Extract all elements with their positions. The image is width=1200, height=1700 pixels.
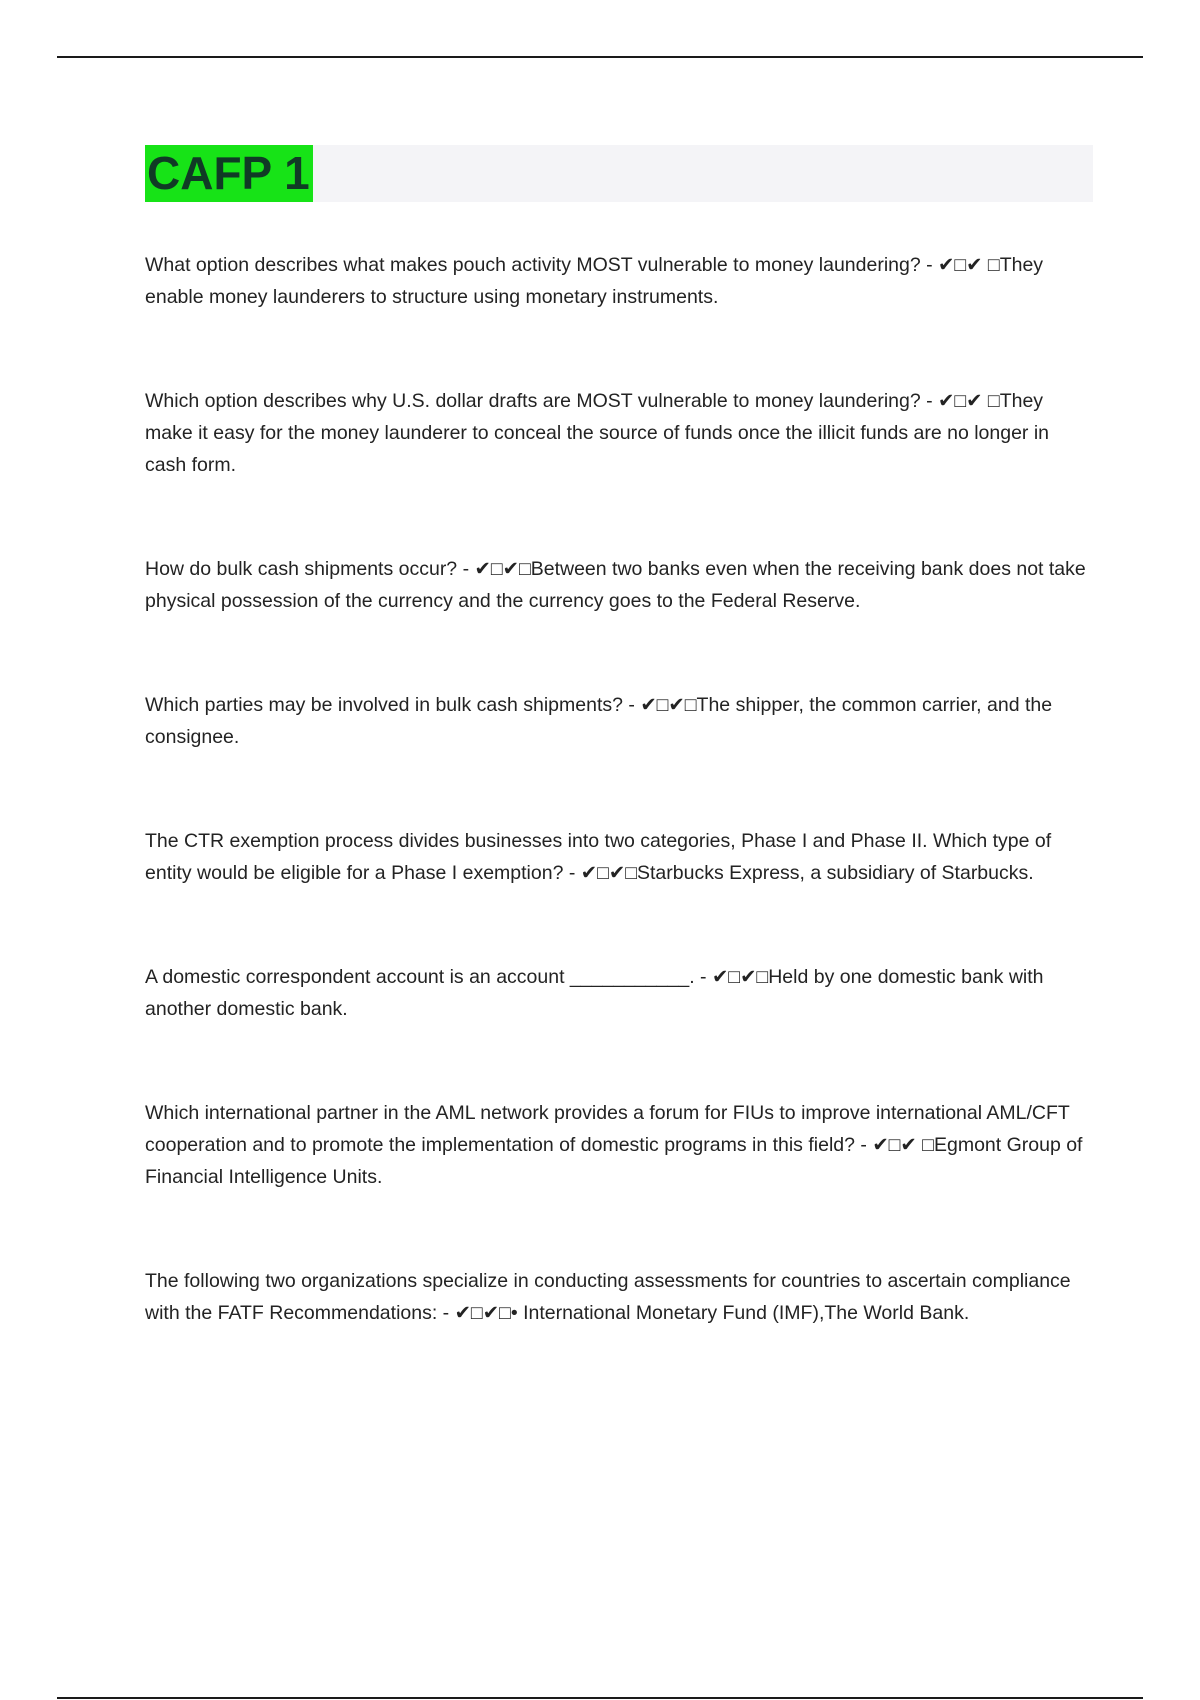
answer-text: Starbucks Express, a subsidiary of Starbucks. [637,862,1034,884]
question-text: A domestic correspondent account is an account ___________. - [145,966,712,988]
question-text: Which option describes why U.S. dollar drafts are MOST vulnerable to money laundering? - [145,390,939,412]
question-text: The CTR exemption process divides businesses into two categories, Phase I and Phase II. Which type of entity would be eligible for a Phase I exemption? - [145,830,1052,884]
check-marker: ✔□✔□ [454,1302,511,1324]
answer-text: Egmont Group of Financial Intelligence Units. [145,1134,1083,1188]
answer-text: They make it easy for the money launderer to conceal the source of funds once the illicit funds are no longer in cash form. [145,390,1050,476]
question-text: The following two organizations specialize in conducting assessments for countries to ascertain compliance with the FATF Recommendations: - [145,1270,1071,1324]
question-text: How do bulk cash shipments occur? - [145,558,475,580]
qa-item [145,1097,1093,1193]
question-text: Which international partner in the AML network provides a forum for FIUs to improve international AML/CFT cooperation and to promote the implementation of domestic programs in this field? - [145,1102,1070,1156]
qa-item [145,385,1093,481]
answer-text: The shipper, the common carrier, and the consignee. [145,694,1053,748]
footer-rule [57,1697,1143,1699]
check-marker: ✔□✔□ [711,966,769,988]
answer-text: • International Monetary Fund (IMF),The World Bank. [510,1302,970,1324]
check-marker: ✔□✔□ [640,694,697,716]
answer-text: Held by one domestic bank with another domestic bank. [145,966,1044,1020]
qa-item [145,249,1093,313]
check-marker: ✔□✔□ [474,558,531,580]
answer-text: Between two banks even when the receiving bank does not take physical possession of the currency and the currency goes to the Federal Reserve. [145,558,1086,612]
question-text: Which parties may be involved in bulk cash shipments? - [145,694,641,716]
check-marker: ✔□✔ □ [872,1134,934,1156]
question-text: What option describes what makes pouch activity MOST vulnerable to money laundering? - [145,254,939,276]
check-marker: ✔□✔□ [580,862,637,884]
qa-item [145,961,1093,1025]
answer-text: They enable money launderers to structure using monetary instruments. [145,254,1044,308]
qa-item [145,689,1093,753]
qa-list [145,249,1093,1329]
qa-item [145,1265,1093,1329]
qa-item [145,553,1093,617]
document-title: CAFP 1 [145,145,313,202]
check-marker: ✔□✔ □ [938,254,1000,276]
header-rule [57,56,1143,58]
qa-item [145,825,1093,889]
check-marker: ✔□✔ □ [938,390,1000,412]
